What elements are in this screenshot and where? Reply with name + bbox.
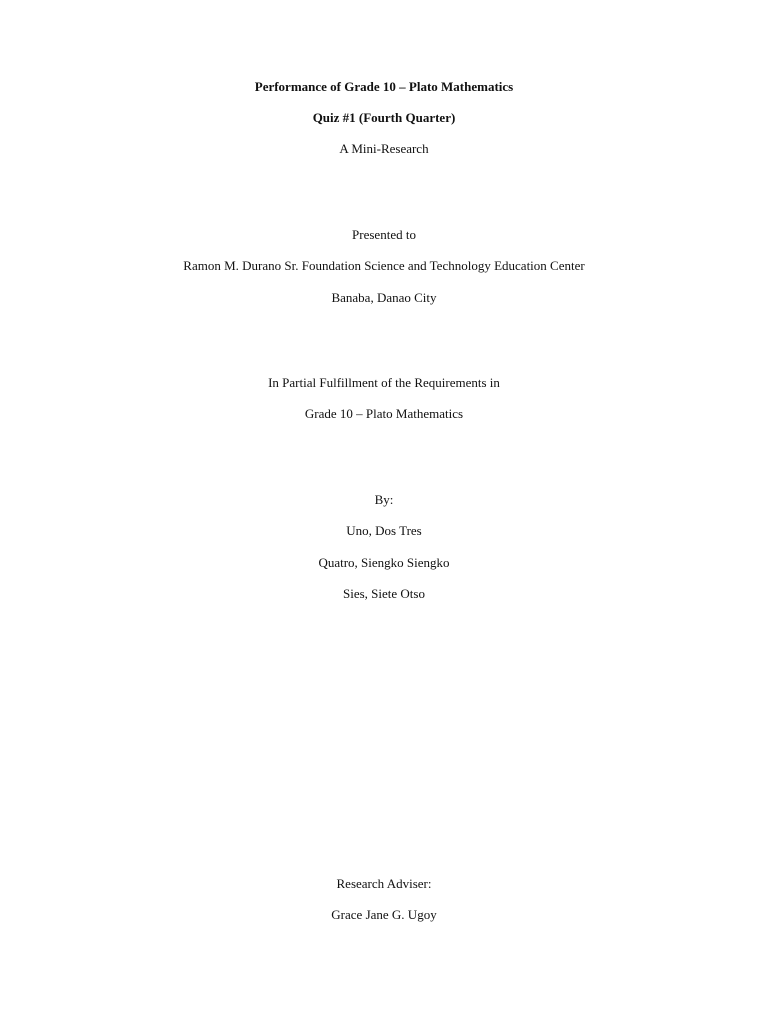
document-title-quiz: Quiz #1 (Fourth Quarter) (312, 110, 456, 125)
fulfillment-course: Grade 10 – Plato Mathematics (304, 406, 464, 421)
author-name: Uno, Dos Tres (346, 523, 422, 538)
document-title: Performance of Grade 10 – Plato Mathematics (254, 79, 514, 94)
institution-location: Banaba, Danao City (331, 290, 437, 305)
fulfillment-statement: In Partial Fulfillment of the Requirements in (268, 375, 500, 390)
adviser-name: Grace Jane G. Ugoy (331, 907, 437, 922)
document-subtitle: A Mini-Research (339, 141, 429, 156)
institution-name: Ramon M. Durano Sr. Foundation Science and Technology Education Center (183, 258, 585, 273)
author-name: Quatro, Siengko Siengko (318, 555, 450, 570)
authors-label: By: (374, 492, 394, 507)
adviser-label: Research Adviser: (336, 876, 432, 891)
author-name: Sies, Siete Otso (343, 586, 425, 601)
presented-to-label: Presented to (352, 227, 416, 242)
